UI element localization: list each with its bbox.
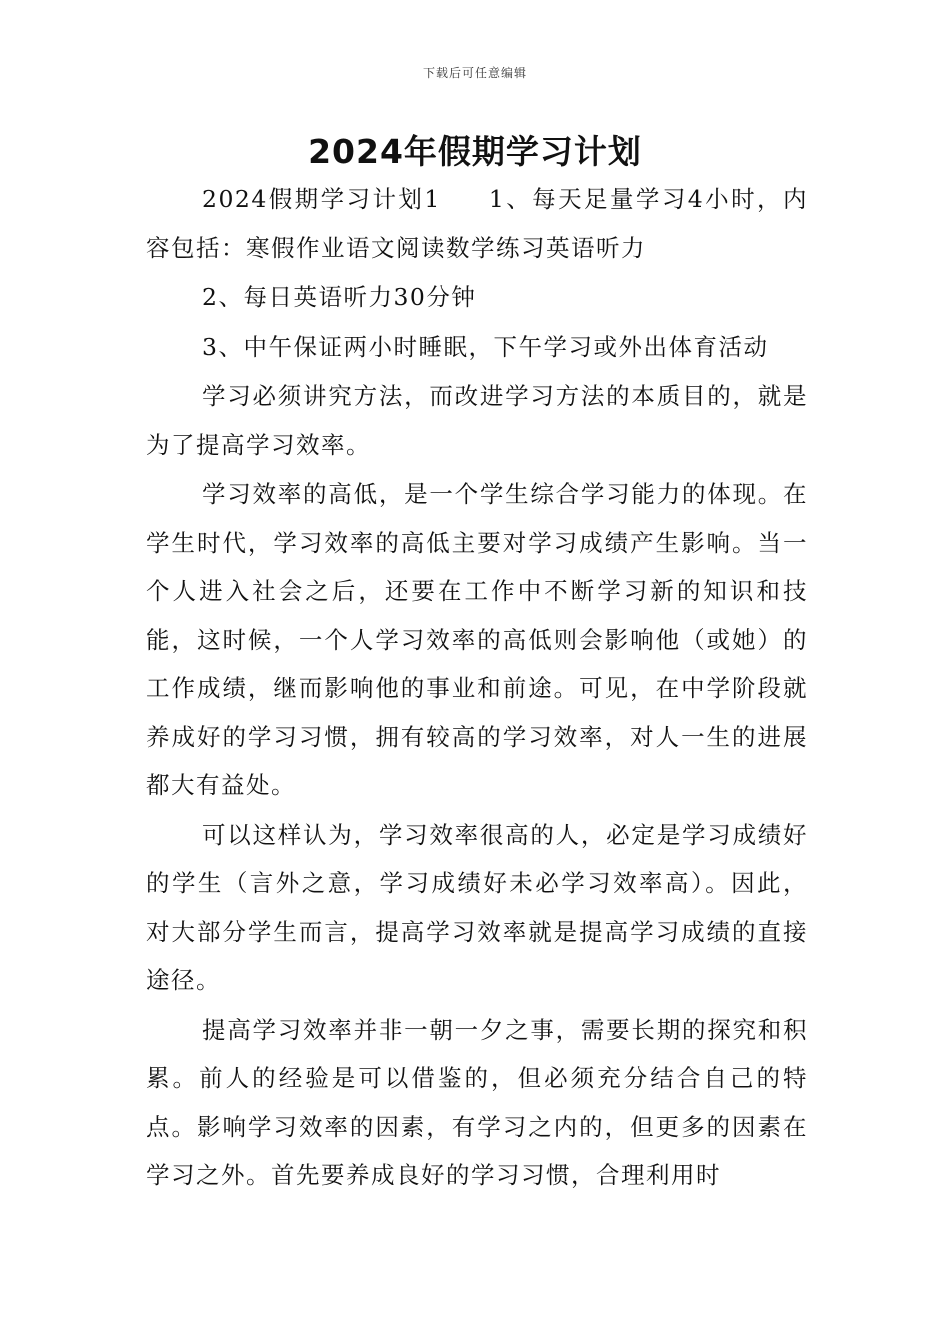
paragraph-7: 提高学习效率并非一朝一夕之事，需要长期的探究和积累。前人的经验是可以借鉴的，但必须充分结合自己的特点。影响学习效率的因素，有学习之内的，但更多的因素在学习之外。首先要养成良好的学习习惯，合理利用时 — [146, 1015, 808, 1189]
paragraph-3: 3、中午保证两小时睡眠，下午学习或外出体育活动 — [202, 332, 769, 361]
document-title: 2024年假期学习计划 — [308, 132, 642, 171]
paragraph-5: 学习效率的高低，是一个学生综合学习能力的体现。在学生时代，学习效率的高低主要对学习成绩产生影响。当一个人进入社会之后，还要在工作中不断学习新的知识和技能，这时候，一个人学习效率的高低则会影响他（或她）的工作成绩，继而影响他的事业和前途。可见，在中学阶段就养成好的学习习惯，拥有较高的学习效率，对人一生的进展都大有益处。 — [146, 480, 808, 799]
paragraph-1 — [146, 175, 808, 272]
document-body — [146, 175, 808, 1200]
paragraph-4: 学习必须讲究方法，而改进学习方法的本质目的，就是为了提高学习效率。 — [146, 382, 808, 459]
header-note: 下载后可任意编辑 — [422, 66, 527, 80]
paragraph-1-lead: 2024假期学习计划1 — [202, 185, 441, 213]
paragraph-6: 可以这样认为，学习效率很高的人，必定是学习成绩好的学生（言外之意，学习成绩好未必学习效率高）。因此，对大部分学生而言，提高学习效率就是提高学习成绩的直接途径。 — [146, 820, 808, 994]
paragraph-2: 2、每日英语听力30分钟 — [202, 283, 477, 311]
paragraph-1-rest: 1、每天足量学习4小时，内容包括：寒假作业语文阅读数学练习英语听力 — [146, 185, 808, 262]
